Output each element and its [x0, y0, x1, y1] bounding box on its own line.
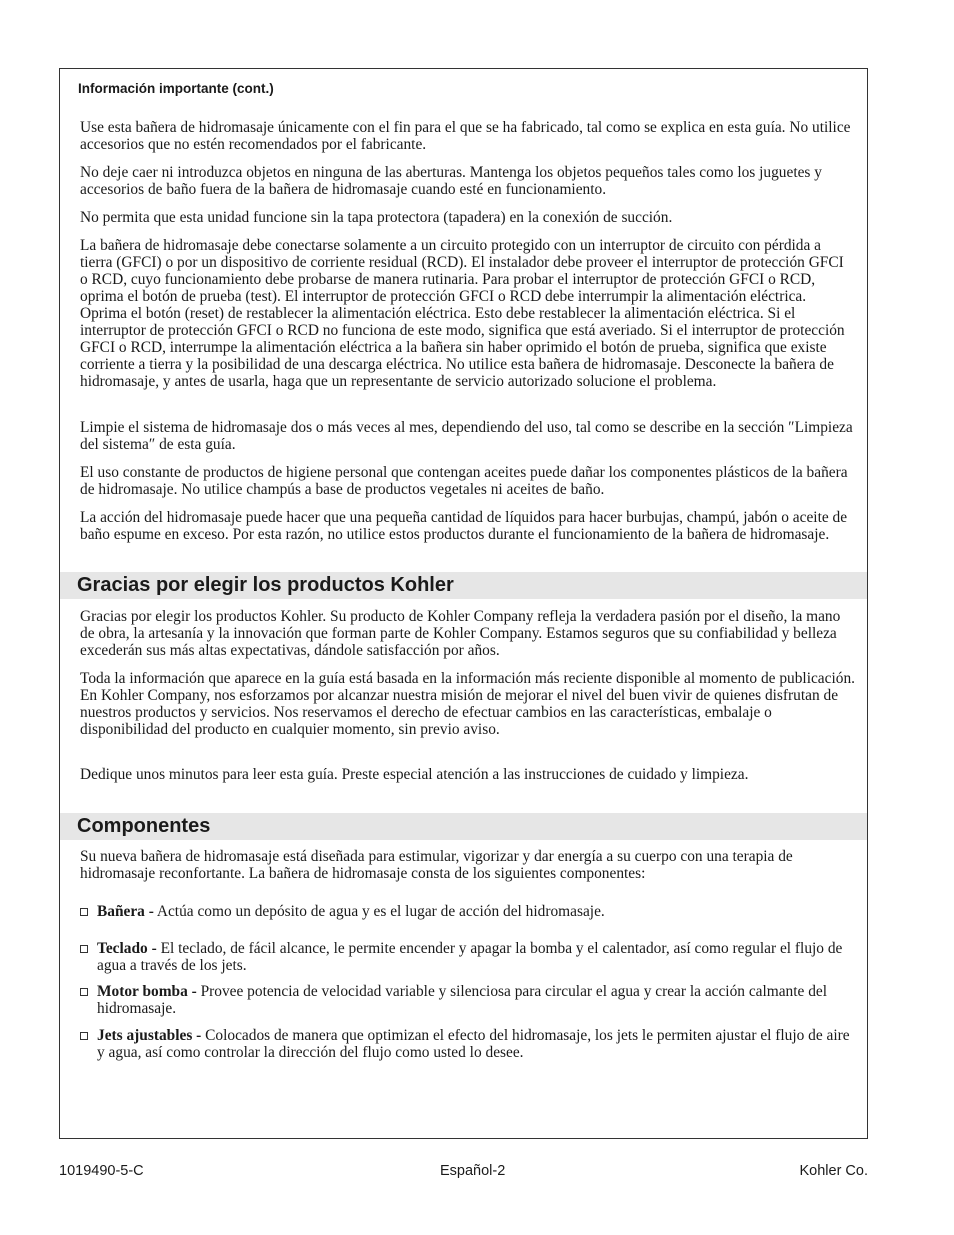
- bullet-square-icon: [80, 908, 88, 916]
- components-intro: Su nueva bañera de hidromasaje está diseñada para estimular, vigorizar y dar energía a su cuerpo con una terapia de hidromasaje reconfortante. La bañera de hidromasaje consta de los siguientes componentes:: [80, 848, 793, 882]
- section-heading-thanks: [60, 572, 867, 599]
- thanks-paragraph: Toda la información que aparece en la guía está basada en la información más reciente disponible al momento de publicación. En Kohler Company, nos esforzamos por alcanzar nuestra misión de mejorar el nivel del buen vivir de quienes disfrutan de nuestros productos y servicios. Nos reservamos el derecho de efectuar cambios en las características, embalaje o disponibilidad del producto en cualquier momento, sin previo aviso.: [80, 670, 855, 738]
- important-paragraph: El uso constante de productos de higiene personal que contengan aceites puede dañar los componentes plásticos de la bañera de hidromasaje. No utilice champús a base de productos vegetales ni aceites de baño.: [80, 464, 848, 498]
- section-heading-components: [60, 813, 867, 840]
- bullet-square-icon: [80, 1032, 88, 1040]
- bullet-square-icon: [80, 988, 88, 996]
- section-title: Componentes: [77, 815, 211, 837]
- list-item: Jets ajustables - Colocados de manera que optimizan el efecto del hidromasaje, los jets le permiten ajustar el flujo de aire y agua, así como controlar la dirección del flujo como usted lo desee.: [80, 1027, 850, 1061]
- important-paragraph: La acción del hidromasaje puede hacer que una pequeña cantidad de líquidos para hacer burbujas, champú, jabón o aceite de baño espume en exceso. Por esta razón, no utilice estos productos durante el funcionamiento de la bañera de hidromasaje.: [80, 509, 848, 543]
- important-paragraph: Use esta bañera de hidromasaje únicamente con el fin para el que se ha fabricado, tal como se explica en esta guía. No utilice accesorios que no estén recomendados por el fabricante.: [80, 119, 851, 153]
- important-paragraph: No deje caer ni introduzca objetos en ninguna de las aberturas. Mantenga los objetos pequeños tales como los juguetes y accesorios de baño fuera de la bañera de hidromasaje cuando esté en funcionamiento.: [80, 164, 822, 198]
- important-paragraph: La bañera de hidromasaje debe conectarse solamente a un circuito protegido con un interruptor de circuito con pérdida a tierra (GFCI) o por un dispositivo de corriente residual (RCD). El instalador debe proveer el interruptor de protección GFCI o RCD, cuyo funcionamiento debe probarse de manera rutinaria. Para probar el interruptor de protección GFCI o RCD, oprima el botón de prueba (test). El interruptor de protección GFCI o RCD debe interrumpir la alimentación eléctrica. Oprima el botón (reset) de restablecer la alimentación eléctrica. Esto debe restablecer la alimentación eléctrica. Si el interruptor de protección GFCI o RCD no funciona de este modo, significa que está averiado. Si el interruptor de protección GFCI o RCD, interrumpe la alimentación eléctrica a la bañera sin haber oprimido el botón de prueba, significa que existe corriente a tierra y la posibilidad de una descarga eléctrica. No utilice esta bañera de hidromasaje. Desconecte la bañera de hidromasaje, y antes de usarla, haga que un representante de servicio autorizado solucione el problema.: [80, 237, 845, 390]
- important-info-title: Información importante (cont.): [78, 81, 274, 96]
- section-title: Gracias por elegir los productos Kohler: [77, 574, 454, 596]
- list-item: Teclado - El teclado, de fácil alcance, le permite encender y apagar la bomba y el calentador, así como regular el flujo de agua a través de los jets.: [80, 940, 850, 974]
- list-item: Bañera - Actúa como un depósito de agua y es el lugar de acción del hidromasaje.: [80, 903, 850, 920]
- thanks-paragraph: Dedique unos minutos para leer esta guía. Preste especial atención a las instrucciones de cuidado y limpieza.: [80, 766, 749, 783]
- footer-doc-number: 1019490-5-C: [59, 1163, 144, 1179]
- important-paragraph: No permita que esta unidad funcione sin la tapa protectora (tapadera) en la conexión de succión.: [80, 209, 673, 226]
- footer-company: Kohler Co.: [799, 1163, 868, 1179]
- content-frame: [59, 68, 868, 1139]
- list-item: Motor bomba - Provee potencia de velocidad variable y silenciosa para circular el agua y crear la acción calmante del hidromasaje.: [80, 983, 850, 1017]
- important-paragraph: Limpie el sistema de hidromasaje dos o más veces al mes, dependiendo del uso, tal como se describe en la sección ″Limpieza del sistema″ de esta guía.: [80, 419, 853, 453]
- bullet-square-icon: [80, 945, 88, 953]
- footer-page-number: Español-2: [440, 1163, 506, 1179]
- thanks-paragraph: Gracias por elegir los productos Kohler. Su producto de Kohler Company refleja la verdadera pasión por el diseño, la mano de obra, la artesanía y la innovación que forman parte de Kohler Company. Estamos seguros que su confiabilidad y belleza excederán sus más altas expectativas, dándole satisfacción por años.: [80, 608, 841, 659]
